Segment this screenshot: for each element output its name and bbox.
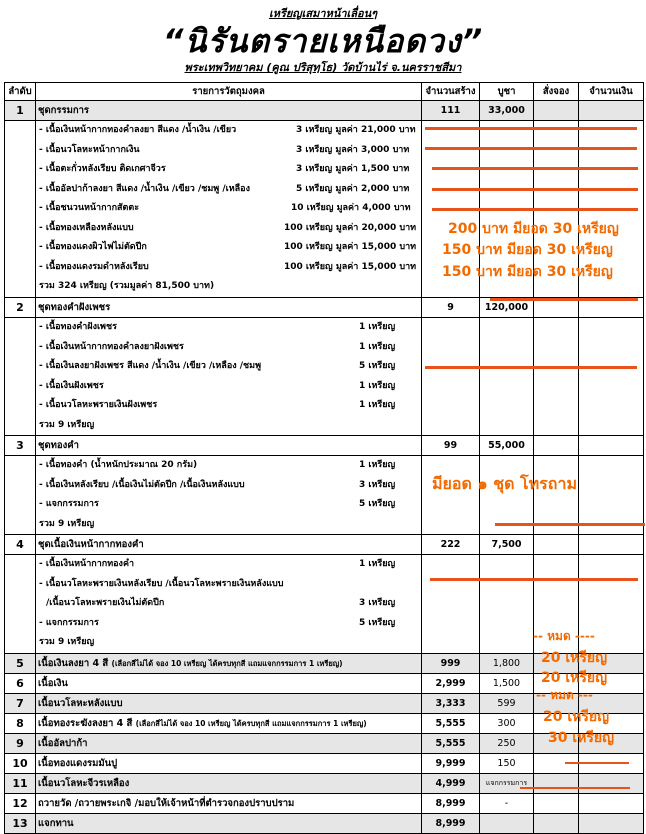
table-row bbox=[5, 773, 644, 793]
strike-line bbox=[432, 188, 638, 191]
row-name: เนื้อนวโลหะจีวรเหลือง bbox=[36, 773, 422, 793]
row-qty: 111 bbox=[422, 101, 480, 121]
row-no: 7 bbox=[5, 693, 36, 713]
list-item: - เนื้อทองแดงผิวไฟไม่ตัดปีก 100 เหรียญ มูลค่า 15,000 บาท bbox=[39, 242, 417, 252]
row-name: เนื้อเงินลงยา 4 สี (เลือกสีไม่ได้ จอง 10 เหรียญ ได้ครบทุกสี แถมแจกกรรมการ 1 เหรียญ) bbox=[36, 653, 422, 673]
row-qty: 4,999 bbox=[422, 773, 480, 793]
row-name: ชุดกรรมการ bbox=[36, 101, 422, 121]
row-name: ชุดทองคำ bbox=[36, 436, 422, 456]
row-price: แจกกรรมการ bbox=[480, 773, 534, 793]
annotation-row5: -- หมด ---- bbox=[533, 629, 595, 643]
annotation-row8: -- หมด --- bbox=[536, 688, 593, 702]
row-order bbox=[534, 793, 579, 813]
list-item: - เนื้อทองคำฝังเพชร 1 เหรียญ bbox=[39, 322, 396, 332]
row-no: 12 bbox=[5, 793, 36, 813]
header-subtitle: เหรียญเสมาหน้าเลื่อนๆ bbox=[268, 7, 378, 20]
strike-line bbox=[430, 578, 638, 581]
list-item: - แจกกรรมการ 5 เหรียญ bbox=[39, 499, 396, 509]
row-name: ชุดทองคำฝังเพชร bbox=[36, 298, 422, 318]
list-item: - เนื้อนวโลหะพรายเงินฝังเพชร 1 เหรียญ bbox=[39, 400, 396, 410]
list-item: - เนื้อนวโลหะหน้ากากเงิน 3 เหรียญ มูลค่า 3,000 บาท bbox=[39, 144, 410, 155]
row-qty: 3,333 bbox=[422, 693, 480, 713]
row-qty: 5,555 bbox=[422, 713, 480, 733]
row-price: 150 bbox=[480, 753, 534, 773]
row-amount bbox=[579, 535, 644, 555]
row-no: 1 bbox=[5, 101, 36, 121]
strike-line bbox=[495, 523, 645, 526]
row-price: 599 bbox=[480, 693, 534, 713]
annotation-set1-line1: 200 บาท มียอด 30 เหรียญ bbox=[448, 221, 619, 237]
row-name: ชุดเนื้อเงินหน้ากากทองคำ bbox=[36, 535, 422, 555]
col-no: ลำดับ bbox=[5, 83, 36, 101]
list-item: /เนื้อนวโลหะพรายเงินไม่ตัดปีก 3 เหรียญ bbox=[46, 598, 396, 608]
row-no: 13 bbox=[5, 813, 36, 833]
strike-line bbox=[425, 147, 637, 150]
strike-line bbox=[490, 298, 638, 301]
row-price bbox=[480, 813, 534, 833]
table-row bbox=[5, 101, 644, 121]
list-item: - เนื้อนวโลหะพรายเงินหลังเรียบ /เนื้อนวโลหะพรายเงินหลังแบบ bbox=[39, 578, 284, 589]
row-price: 33,000 bbox=[480, 101, 534, 121]
row-no: 3 bbox=[5, 436, 36, 456]
list-item: - เนื้อเงินหน้ากากทองคำ 1 เหรียญ bbox=[39, 559, 396, 569]
row-order bbox=[534, 535, 579, 555]
list-item: - เนื้อเงินลงยาฝังเพชร สีแดง /น้ำเงิน /เขียว /เหลือง /ชมพู 5 เหรียญ bbox=[39, 361, 396, 371]
table-row bbox=[5, 436, 644, 456]
row-qty: 999 bbox=[422, 653, 480, 673]
row-amount bbox=[579, 436, 644, 456]
row-no: 2 bbox=[5, 298, 36, 318]
list-item: - เนื้อทองแดงรมดำหลังเรียบ 100 เหรียญ มูลค่า 15,000 บาท bbox=[39, 261, 417, 272]
row-amount bbox=[579, 773, 644, 793]
row-qty: 2,999 bbox=[422, 673, 480, 693]
list-item: - เนื้อทองคำ (น้ำหนักประมาณ 20 กรัม) 1 เหรียญ bbox=[39, 460, 396, 470]
table-row bbox=[5, 813, 644, 833]
row-amount bbox=[579, 101, 644, 121]
strike-line bbox=[425, 366, 637, 369]
row-qty: 5,555 bbox=[422, 733, 480, 753]
row-price: 1,800 bbox=[480, 653, 534, 673]
strike-line bbox=[520, 787, 630, 789]
row-name: เนื้อนวโลหะหลังแบบ bbox=[36, 693, 422, 713]
row-qty: 9,999 bbox=[422, 753, 480, 773]
row-price: 120,000 bbox=[480, 298, 534, 318]
row-price: 7,500 bbox=[480, 535, 534, 555]
row-no: 8 bbox=[5, 713, 36, 733]
annotation-row10: 30 เหรียญ bbox=[548, 730, 615, 746]
row-name: ถวายวัด /ถวายพระเกจิ /มอบให้เจ้าหน้าที่ตำรวจกองปราบปราม bbox=[36, 793, 422, 813]
annotation-row7: 20 เหรียญ bbox=[541, 670, 608, 686]
set-total: รวม 9 เหรียญ bbox=[39, 518, 95, 529]
list-item: - เนื้ออัลปาก้าลงยา สีแดง /น้ำเงิน /เขียว /ชมพู /เหลือง 5 เหรียญ มูลค่า 2,000 บาท bbox=[39, 183, 410, 194]
row-no: 10 bbox=[5, 753, 36, 773]
row-no: 11 bbox=[5, 773, 36, 793]
row-amount bbox=[579, 813, 644, 833]
row-name: เนื้อเงิน bbox=[36, 673, 422, 693]
col-qty: จำนวนสร้าง bbox=[422, 83, 480, 101]
list-item: - เนื้อเงินหน้ากากทองคำลงยา สีแดง /น้ำเงิน /เขียว 3 เหรียญ มูลค่า 21,000 บาท bbox=[39, 125, 416, 135]
row-price: 300 bbox=[480, 713, 534, 733]
row-price: 250 bbox=[480, 733, 534, 753]
row-order bbox=[534, 436, 579, 456]
col-amount: จำนวนเงิน bbox=[579, 83, 644, 101]
header-issuer: พระเทพวิทยาคม (คูณ ปริสุทฺโธ) วัดบ้านไร่ จ.นครราชสีมา bbox=[184, 61, 462, 74]
table-row bbox=[5, 535, 644, 555]
table-row bbox=[5, 793, 644, 813]
page-title: “นิรันตรายเหนือดวง” bbox=[162, 22, 484, 60]
strike-line bbox=[425, 127, 637, 130]
set-total: รวม 9 เหรียญ bbox=[39, 419, 95, 430]
row-name: เนื้อทองแดงรมมันปู bbox=[36, 753, 422, 773]
row-order bbox=[534, 813, 579, 833]
row-name: เนื้ออัลปาก้า bbox=[36, 733, 422, 753]
strike-line bbox=[565, 762, 629, 764]
col-order: สั่งจอง bbox=[534, 83, 579, 101]
row-price: - bbox=[480, 793, 534, 813]
annotation-set1-line2: 150 บาท มียอด 30 เหรียญ bbox=[442, 242, 613, 258]
table-row bbox=[5, 753, 644, 773]
row-no: 4 bbox=[5, 535, 36, 555]
set-items bbox=[5, 318, 644, 436]
annotation-row9: 20 เหรียญ bbox=[543, 709, 610, 725]
row-price: 55,000 bbox=[480, 436, 534, 456]
table-header-row bbox=[5, 83, 644, 101]
list-item: - เนื้อชนวนหน้ากากสัตตะ 10 เหรียญ มูลค่า 4,000 บาท bbox=[39, 203, 411, 213]
row-qty: 9 bbox=[422, 298, 480, 318]
col-item: รายการวัตถุมงคล bbox=[36, 83, 422, 101]
row-order bbox=[534, 101, 579, 121]
col-price: บูชา bbox=[480, 83, 534, 101]
strike-line bbox=[432, 208, 638, 211]
row-no: 6 bbox=[5, 673, 36, 693]
list-item: - เนื้อเงินหน้ากากทองคำลงยาฝังเพชร 1 เหรียญ bbox=[39, 341, 396, 352]
annotation-set1-line3: 150 บาท มียอด 30 เหรียญ bbox=[442, 264, 613, 280]
set-total: รวม 9 เหรียญ bbox=[39, 637, 95, 647]
annotation-set3: มียอด ๑ ชุด โทรถาม bbox=[432, 474, 577, 493]
strike-line bbox=[432, 167, 638, 170]
row-qty: 8,999 bbox=[422, 793, 480, 813]
row-qty: 222 bbox=[422, 535, 480, 555]
list-item: - เนื้อตะกั่วหลังเรียบ ติดเกศาจีวร 3 เหรียญ มูลค่า 1,500 บาท bbox=[39, 164, 410, 174]
list-item: - เนื้อเงินหลังเรียบ /เนื้อเงินไม่ตัดปีก /เนื้อเงินหลังแบบ 3 เหรียญ bbox=[39, 479, 396, 490]
row-qty: 8,999 bbox=[422, 813, 480, 833]
row-no: 9 bbox=[5, 733, 36, 753]
row-name: แจกทาน bbox=[36, 813, 422, 833]
annotation-row6: 20 เหรียญ bbox=[541, 650, 608, 666]
set-total: รวม 324 เหรียญ (รวมมูลค่า 81,500 บาท) bbox=[39, 281, 215, 291]
row-qty: 99 bbox=[422, 436, 480, 456]
row-amount bbox=[579, 793, 644, 813]
row-name: เนื้อทองระฆังลงยา 4 สี (เลือกสีไม่ได้ จอง 10 เหรียญ ได้ครบทุกสี แถมแจกกรรมการ 1 เหรียญ) bbox=[36, 713, 422, 733]
row-no: 5 bbox=[5, 653, 36, 673]
list-item: - เนื้อทองเหลืองหลังแบบ 100 เหรียญ มูลค่า 20,000 บาท bbox=[39, 222, 417, 233]
row-price: 1,500 bbox=[480, 673, 534, 693]
row-order bbox=[534, 773, 579, 793]
list-item: - เนื้อเงินฝังเพชร 1 เหรียญ bbox=[39, 380, 396, 391]
list-item: - แจกกรรมการ 5 เหรียญ bbox=[39, 617, 396, 628]
